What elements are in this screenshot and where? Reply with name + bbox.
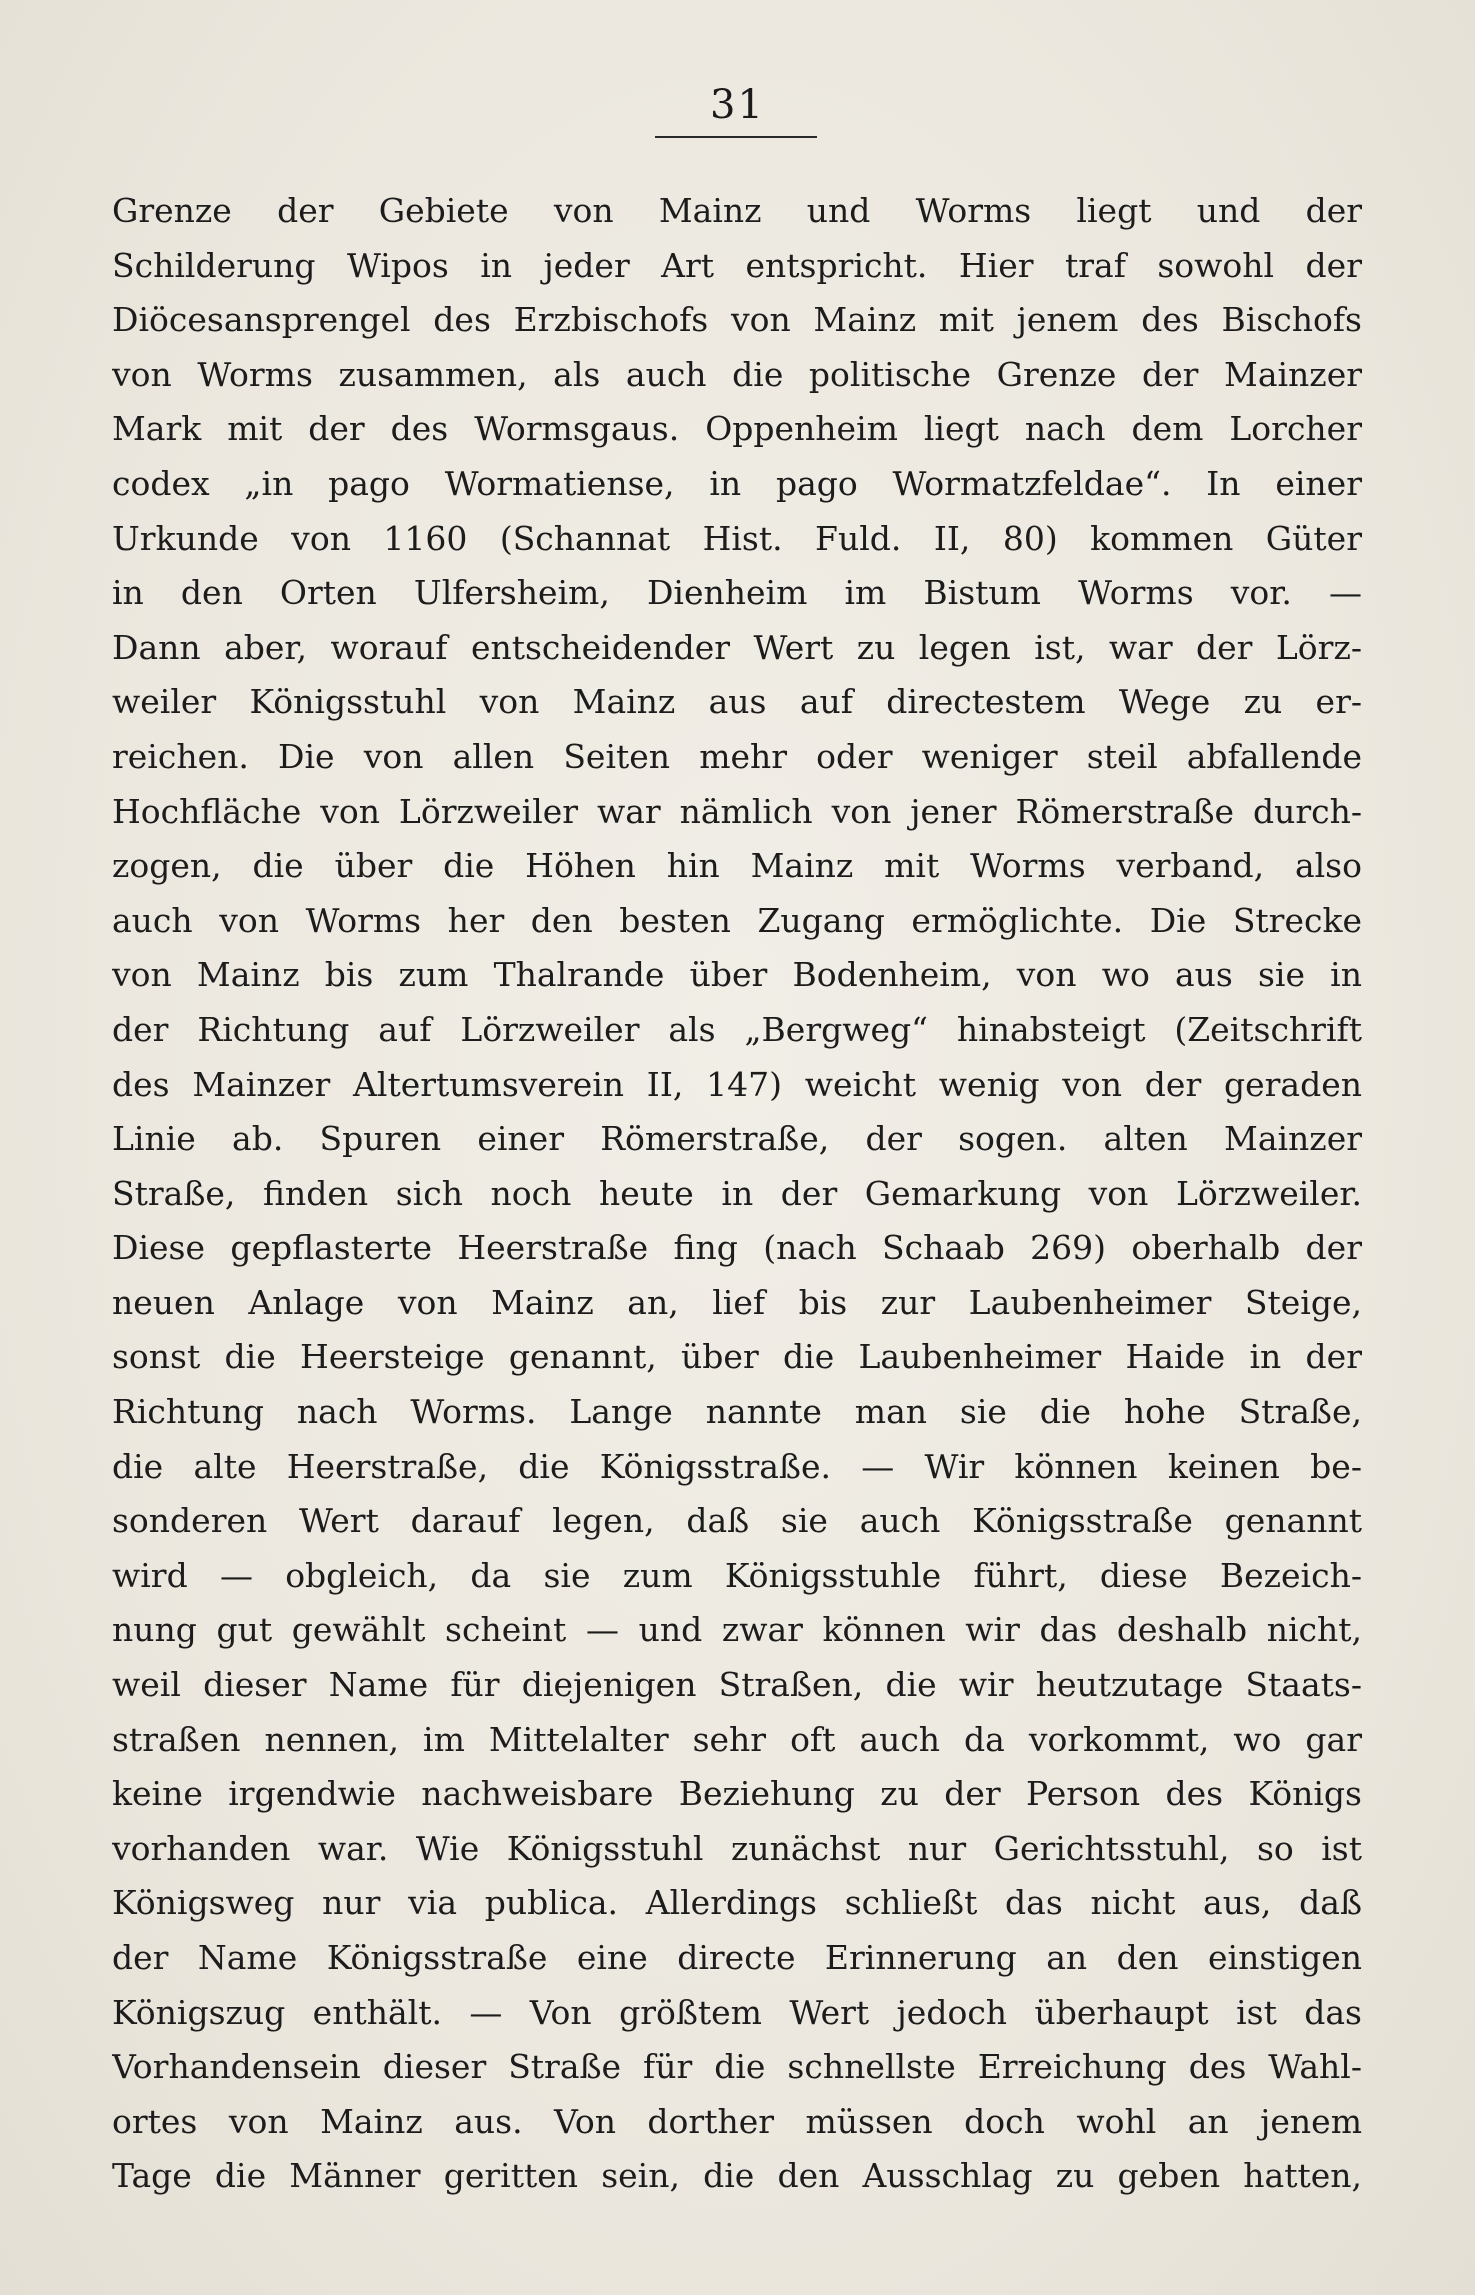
text-line: sonderen Wert darauf legen, daß sie auch Königsstraße genannt	[112, 1501, 1362, 1541]
text-line: zogen, die über die Höhen hin Mainz mit Worms verband, also	[112, 846, 1362, 886]
text-line: Königszug enthält. — Von größtem Wert jedoch überhaupt ist das	[112, 1992, 1362, 2032]
text-line: Tage die Männer geritten sein, die den Ausschlag zu geben hatten,	[112, 2156, 1362, 2196]
text-line: Urkunde von 1160 (Schannat Hist. Fuld. II, 80) kommen Güter	[112, 518, 1362, 558]
text-line: Vorhandensein dieser Straße für die schnellste Erreichung des Wahl-	[112, 2047, 1362, 2087]
text-line: reichen. Die von allen Seiten mehr oder weniger steil abfallende	[112, 736, 1362, 776]
body-text	[112, 184, 1362, 2204]
text-line: codex „in pago Wormatiense, in pago Wormatzfeldae“. In einer	[112, 463, 1362, 503]
text-line: weiler Königsstuhl von Mainz aus auf directestem Wege zu er-	[112, 682, 1362, 722]
text-line: nung gut gewählt scheint — und zwar können wir das deshalb nicht,	[112, 1610, 1362, 1650]
text-line: in den Orten Ulfersheim, Dienheim im Bistum Worms vor. —	[112, 573, 1362, 613]
text-line: straßen nennen, im Mittelalter sehr oft auch da vorkommt, wo gar	[112, 1719, 1362, 1759]
text-line: die alte Heerstraße, die Königsstraße. — Wir können keinen be-	[112, 1446, 1362, 1486]
text-line: wird — obgleich, da sie zum Königsstuhle führt, diese Bezeich-	[112, 1555, 1362, 1595]
text-line: Diöcesansprengel des Erzbischofs von Mainz mit jenem des Bischofs	[112, 300, 1362, 340]
text-line: Dann aber, worauf entscheidender Wert zu legen ist, war der Lörz-	[112, 627, 1362, 667]
text-line: des Mainzer Altertumsverein II, 147) weicht wenig von der geraden	[112, 1064, 1362, 1104]
text-line: Diese gepflasterte Heerstraße fing (nach Schaab 269) oberhalb der	[112, 1228, 1362, 1268]
text-line: der Name Königsstraße eine directe Erinnerung an den einstigen	[112, 1938, 1362, 1977]
text-line: keine irgendwie nachweisbare Beziehung zu der Person des Königs	[112, 1774, 1362, 1814]
text-line: Mark mit der des Wormsgaus. Oppenheim liegt nach dem Lorcher	[112, 409, 1362, 449]
text-line: auch von Worms her den besten Zugang ermöglichte. Die Strecke	[112, 900, 1362, 940]
text-line: sonst die Heersteige genannt, über die Laubenheimer Haide in der	[112, 1337, 1362, 1377]
text-line: Linie ab. Spuren einer Römerstraße, der sogen. alten Mainzer	[112, 1119, 1362, 1159]
text-line: Straße, finden sich noch heute in der Gemarkung von Lörzweiler.	[112, 1173, 1362, 1213]
text-line: Grenze der Gebiete von Mainz und Worms liegt und der	[112, 191, 1362, 230]
text-line: Schilderung Wipos in jeder Art entspricht. Hier traf sowohl der	[112, 245, 1362, 285]
text-line: Hochfläche von Lörzweiler war nämlich von jener Römerstraße durch-	[112, 791, 1362, 831]
text-line: Richtung nach Worms. Lange nannte man sie die hohe Straße,	[112, 1392, 1362, 1432]
text-line: weil dieser Name für diejenigen Straßen, die wir heutzutage Staats-	[112, 1665, 1362, 1705]
text-line: neuen Anlage von Mainz an, lief bis zur Laubenheimer Steige,	[112, 1282, 1362, 1322]
text-line: ortes von Mainz aus. Von dorther müssen doch wohl an jenem	[112, 2101, 1362, 2141]
text-line: vorhanden war. Wie Königsstuhl zunächst nur Gerichtsstuhl, so ist	[112, 1828, 1362, 1868]
page-number: 31	[710, 82, 765, 128]
text-line: von Worms zusammen, als auch die politische Grenze der Mainzer	[112, 354, 1362, 394]
header-rule	[655, 136, 817, 138]
text-line: Königsweg nur via publica. Allerdings schließt das nicht aus, daß	[112, 1883, 1362, 1923]
text-line: von Mainz bis zum Thalrande über Bodenheim, von wo aus sie in	[112, 955, 1362, 995]
text-line: der Richtung auf Lörzweiler als „Bergweg“ hinabsteigt (Zeitschrift	[112, 1009, 1362, 1049]
